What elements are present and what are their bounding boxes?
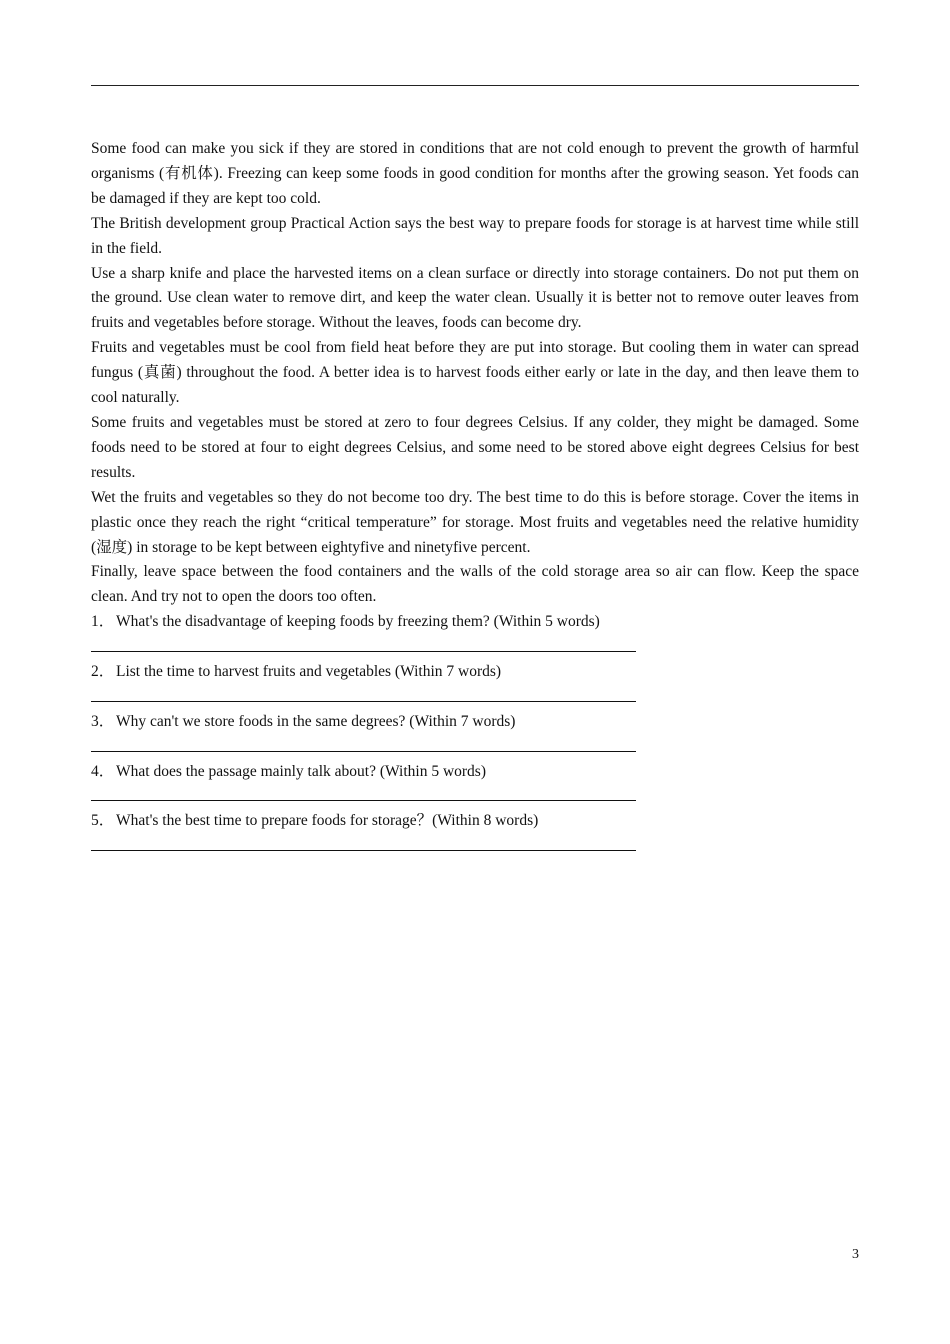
passage-paragraph: Use a sharp knife and place the harvested items on a clean surface or directly into storage containers. Do not put them on the ground. Use clean water to remove dirt, and keep the water clean. Usually it is better not to remove outer leaves from fruits and vegetables before storage. Without the leaves, foods can become dry. [91,264,859,332]
passage-paragraph: The British development group Practical Action says the best way to prepare foods for storage is at harvest time while still in the field. [91,214,859,257]
question-item [91,660,859,685]
question-text: What does the passage mainly talk about? (Within 5 words) [116,762,486,780]
question-number: 2． [91,663,115,681]
question-text: What's the best time to prepare foods for storage？(Within 8 words) [116,812,539,830]
document-body [91,137,859,859]
question-number: 4． [91,762,115,780]
question-text: List the time to harvest fruits and vegetables (Within 7 words) [116,663,502,681]
passage-paragraph: Fruits and vegetables must be cool from field heat before they are put into storage. But cooling them in water can spread fungus (真菌) throughout the food. A better idea is to harvest foods either early or late in the day, and then leave them to cool naturally. [91,339,859,407]
question-text: What's the disadvantage of keeping foods by freezing them? (Within 5 words) [116,613,600,631]
passage-paragraph: Finally, leave space between the food containers and the walls of the cold storage area so air can flow. Keep the space clean. And try not to open the doors too often. [91,563,859,606]
passage-paragraph: Some fruits and vegetables must be stored at zero to four degrees Celsius. If any colder, they might be damaged. Some foods need to be stored at four to eight degrees Celsius, and some need to be stored above eight degrees Celsius for best results. [91,413,859,481]
question-item [91,710,859,735]
page-number: 3 [852,1247,859,1262]
question-item [91,809,859,834]
passage-paragraph: Some food can make you sick if they are stored in conditions that are not cold enough to prevent the growth of harmful organisms (有机体). Freezing can keep some foods in good condition for months after the growing season. Yet foods can be damaged if they are kept too cold. [91,140,859,207]
question-text: Why can't we store foods in the same degrees? (Within 7 words) [116,712,516,730]
question-number: 1． [91,613,115,631]
header-rule [91,85,859,86]
question-item [91,760,859,785]
question-number: 3． [91,712,115,730]
question-item [91,610,859,635]
passage-paragraph: Wet the fruits and vegetables so they do not become too dry. The best time to do this is before storage. Cover the items in plastic once they reach the right “critical temperature” for storage. Most fruits and vegetables need the relative humidity (湿度) in storage to be kept between eightyfive and ninetyfive percent. [91,488,859,556]
question-number: 5． [91,812,115,830]
question-list [91,610,859,851]
